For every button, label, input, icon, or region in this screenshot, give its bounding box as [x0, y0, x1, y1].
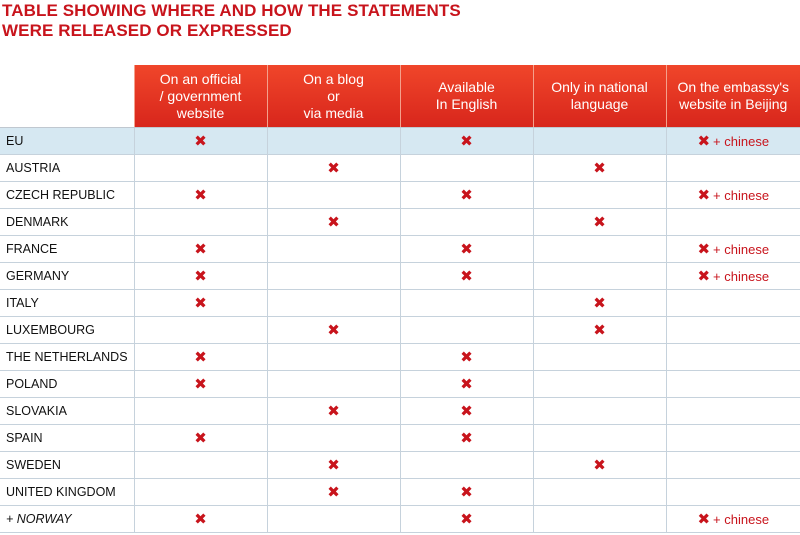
cell-available-english: [400, 344, 533, 371]
cross-mark-icon: ✖: [194, 267, 207, 285]
cross-mark-icon: ✖: [194, 240, 207, 258]
cell-blog-media: [267, 290, 400, 317]
cell-official-website: [134, 344, 267, 371]
cross-mark-icon: ✖: [593, 456, 606, 474]
cell-available-english: [400, 155, 533, 182]
row-country-name: SPAIN: [0, 425, 134, 452]
row-country-name: DENMARK: [0, 209, 134, 236]
cell-embassy-website: [666, 479, 800, 506]
cross-mark-icon: ✖: [460, 267, 473, 285]
cell-available-english: [400, 263, 533, 290]
cell-available-english: [400, 290, 533, 317]
cell-available-english: [400, 209, 533, 236]
row-country-name: CZECH REPUBLIC: [0, 182, 134, 209]
cell-national-language: [533, 506, 666, 533]
cross-mark-icon: ✖: [327, 213, 340, 231]
row-country-name: UNITED KINGDOM: [0, 479, 134, 506]
cross-mark-icon: ✖: [697, 132, 711, 150]
cell-official-website: [134, 452, 267, 479]
table-row: [0, 506, 800, 533]
cross-mark-icon: ✖: [593, 321, 606, 339]
cell-embassy-website: [666, 155, 800, 182]
cell-national-language: [533, 155, 666, 182]
cell-national-language: [533, 209, 666, 236]
cell-available-english: [400, 236, 533, 263]
cell-official-website: [134, 317, 267, 344]
table-row: [0, 398, 800, 425]
table-row: [0, 425, 800, 452]
cell-available-english: [400, 317, 533, 344]
row-country-name: THE NETHERLANDS: [0, 344, 134, 371]
cell-official-website: [134, 236, 267, 263]
cell-embassy-website: [666, 317, 800, 344]
cell-blog-media: [267, 182, 400, 209]
cross-mark-icon: ✖: [593, 213, 606, 231]
cross-mark-icon: ✖: [194, 294, 207, 312]
cell-available-english: [400, 128, 533, 155]
cell-embassy-website: [666, 209, 800, 236]
cell-blog-media: [267, 371, 400, 398]
cell-blog-media: [267, 263, 400, 290]
cell-embassy-website: [666, 398, 800, 425]
chinese-suffix-label: + chinese: [713, 511, 770, 527]
header-row: [0, 65, 800, 128]
header-available-english: Available In English: [400, 65, 533, 128]
cell-official-website: [134, 425, 267, 452]
cell-national-language: [533, 479, 666, 506]
cell-official-website: [134, 182, 267, 209]
cell-available-english: [400, 452, 533, 479]
cell-blog-media: [267, 155, 400, 182]
cell-national-language: [533, 317, 666, 344]
cell-national-language: [533, 290, 666, 317]
cell-embassy-website: [666, 128, 800, 155]
cell-national-language: [533, 452, 666, 479]
header-corner: [0, 65, 134, 128]
cell-national-language: [533, 371, 666, 398]
cross-mark-icon: ✖: [460, 510, 473, 528]
cell-blog-media: [267, 506, 400, 533]
table-row: [0, 290, 800, 317]
chinese-suffix-label: + chinese: [713, 268, 770, 284]
cross-mark-icon: ✖: [194, 132, 207, 150]
table-row: [0, 236, 800, 263]
cell-blog-media: [267, 452, 400, 479]
cross-mark-icon: ✖: [460, 186, 473, 204]
row-country-name: SLOVAKIA: [0, 398, 134, 425]
table-row: [0, 452, 800, 479]
cell-official-website: [134, 371, 267, 398]
title-line-1: TABLE SHOWING WHERE AND HOW THE STATEMENTS: [2, 1, 461, 20]
header-embassy-website: On the embassy's website in Beijing: [666, 65, 800, 128]
cell-blog-media: [267, 479, 400, 506]
cell-official-website: [134, 263, 267, 290]
cell-official-website: [134, 128, 267, 155]
cell-blog-media: [267, 425, 400, 452]
cell-national-language: [533, 182, 666, 209]
cell-embassy-website: [666, 263, 800, 290]
cross-mark-icon: ✖: [697, 510, 711, 528]
row-country-name: POLAND: [0, 371, 134, 398]
cell-embassy-website: [666, 344, 800, 371]
cell-blog-media: [267, 209, 400, 236]
cell-embassy-website: [666, 290, 800, 317]
cell-embassy-website: [666, 236, 800, 263]
cell-embassy-website: [666, 371, 800, 398]
cross-mark-icon: ✖: [194, 348, 207, 366]
cell-official-website: [134, 290, 267, 317]
cell-embassy-website: [666, 182, 800, 209]
table-row: [0, 182, 800, 209]
header-blog-media: On a blog or via media: [267, 65, 400, 128]
statements-table: [0, 65, 800, 533]
cross-mark-icon: ✖: [460, 375, 473, 393]
table-row: [0, 128, 800, 155]
cross-mark-icon: ✖: [697, 240, 711, 258]
cell-embassy-website: [666, 506, 800, 533]
cell-national-language: [533, 398, 666, 425]
cell-national-language: [533, 425, 666, 452]
cell-available-english: [400, 425, 533, 452]
cell-available-english: [400, 506, 533, 533]
header-official-website: On an official / government website: [134, 65, 267, 128]
table-row: [0, 371, 800, 398]
cell-blog-media: [267, 128, 400, 155]
cross-mark-icon: ✖: [327, 159, 340, 177]
row-country-name: FRANCE: [0, 236, 134, 263]
cell-official-website: [134, 479, 267, 506]
chinese-suffix-label: + chinese: [713, 241, 770, 257]
cell-official-website: [134, 398, 267, 425]
cross-mark-icon: ✖: [327, 321, 340, 339]
cross-mark-icon: ✖: [593, 159, 606, 177]
cross-mark-icon: ✖: [460, 132, 473, 150]
row-country-name: ITALY: [0, 290, 134, 317]
cross-mark-icon: ✖: [327, 456, 340, 474]
table-body: [0, 128, 800, 533]
cell-blog-media: [267, 344, 400, 371]
cross-mark-icon: ✖: [194, 429, 207, 447]
cross-mark-icon: ✖: [327, 483, 340, 501]
row-country-name: EU: [0, 128, 134, 155]
table-row: [0, 263, 800, 290]
cell-official-website: [134, 155, 267, 182]
cell-blog-media: [267, 236, 400, 263]
cross-mark-icon: ✖: [327, 402, 340, 420]
cross-mark-icon: ✖: [460, 240, 473, 258]
table-row: [0, 155, 800, 182]
header-national-language: Only in national language: [533, 65, 666, 128]
cell-official-website: [134, 209, 267, 236]
row-country-name: GERMANY: [0, 263, 134, 290]
cross-mark-icon: ✖: [194, 375, 207, 393]
cell-available-english: [400, 398, 533, 425]
cell-national-language: [533, 344, 666, 371]
title-line-2: WERE RELEASED OR EXPRESSED: [2, 21, 292, 40]
cross-mark-icon: ✖: [460, 348, 473, 366]
row-country-name: + NORWAY: [0, 506, 134, 533]
table-row: [0, 344, 800, 371]
table-row: [0, 317, 800, 344]
cell-blog-media: [267, 317, 400, 344]
table-row: [0, 209, 800, 236]
cross-mark-icon: ✖: [194, 510, 207, 528]
cross-mark-icon: ✖: [460, 483, 473, 501]
cell-embassy-website: [666, 425, 800, 452]
chinese-suffix-label: + chinese: [713, 187, 770, 203]
chinese-suffix-label: + chinese: [713, 133, 770, 149]
table-title: [2, 1, 461, 41]
cross-mark-icon: ✖: [697, 267, 711, 285]
cross-mark-icon: ✖: [194, 186, 207, 204]
cross-mark-icon: ✖: [593, 294, 606, 312]
cross-mark-icon: ✖: [460, 429, 473, 447]
cell-national-language: [533, 128, 666, 155]
cross-mark-icon: ✖: [460, 402, 473, 420]
cell-national-language: [533, 263, 666, 290]
cell-blog-media: [267, 398, 400, 425]
cross-mark-icon: ✖: [697, 186, 711, 204]
row-country-name: AUSTRIA: [0, 155, 134, 182]
cell-embassy-website: [666, 452, 800, 479]
cell-official-website: [134, 506, 267, 533]
cell-available-english: [400, 479, 533, 506]
row-country-name: LUXEMBOURG: [0, 317, 134, 344]
cell-available-english: [400, 371, 533, 398]
row-country-name: SWEDEN: [0, 452, 134, 479]
cell-national-language: [533, 236, 666, 263]
table-row: [0, 479, 800, 506]
cell-available-english: [400, 182, 533, 209]
